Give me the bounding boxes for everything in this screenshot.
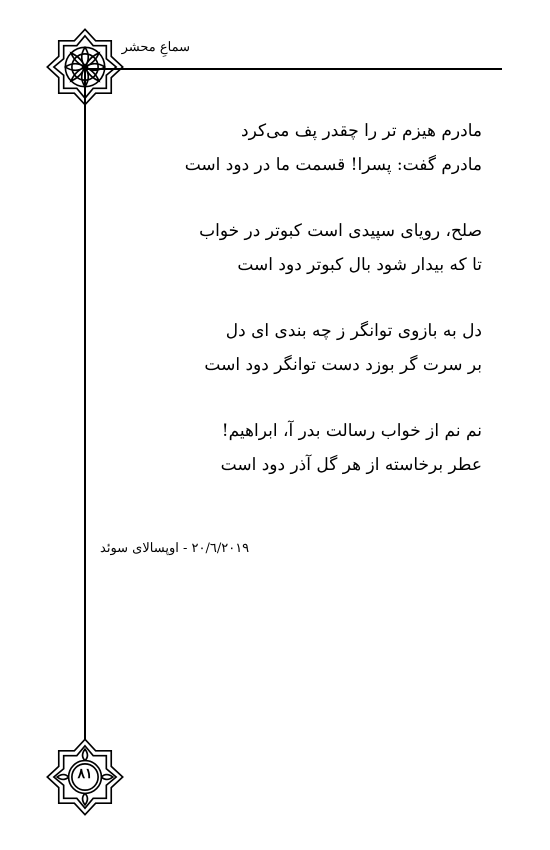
stanza	[102, 214, 482, 282]
verse-line: تا که بیدار شود بال کبوتر دود است	[237, 255, 482, 275]
running-header-title: سماعِ محشر	[121, 40, 190, 55]
margin-rule	[84, 68, 86, 778]
page-number: ۸۱	[77, 766, 93, 782]
verse-line: مادرم هیزم تر را چقدر پف می‌کرد	[241, 121, 482, 141]
stanza	[102, 414, 482, 482]
poem	[102, 114, 482, 514]
date-location-line: ۲۰۱۹/٦/۲۰ - اوپسالای سوئد	[100, 541, 250, 556]
verse-line: صلح، رویای سپیدی است کبوتر در خواب	[199, 221, 482, 241]
verse-line: عطر برخاسته از هر گل آذر دود است	[220, 455, 482, 475]
verse-line: مادرم گفت: پسرا! قسمت ما در دود است	[184, 155, 482, 175]
stanza	[102, 314, 482, 382]
header-rule	[84, 68, 502, 70]
verse-line: دل به بازوی توانگر ز چه بندی ای دل	[225, 321, 482, 341]
verse-line: نم نم از خواب رسالت بدر آ، ابراهیم!	[221, 421, 482, 441]
stanza	[102, 114, 482, 182]
verse-line: بر سرت گر بوزد دست توانگر دود است	[204, 355, 482, 375]
